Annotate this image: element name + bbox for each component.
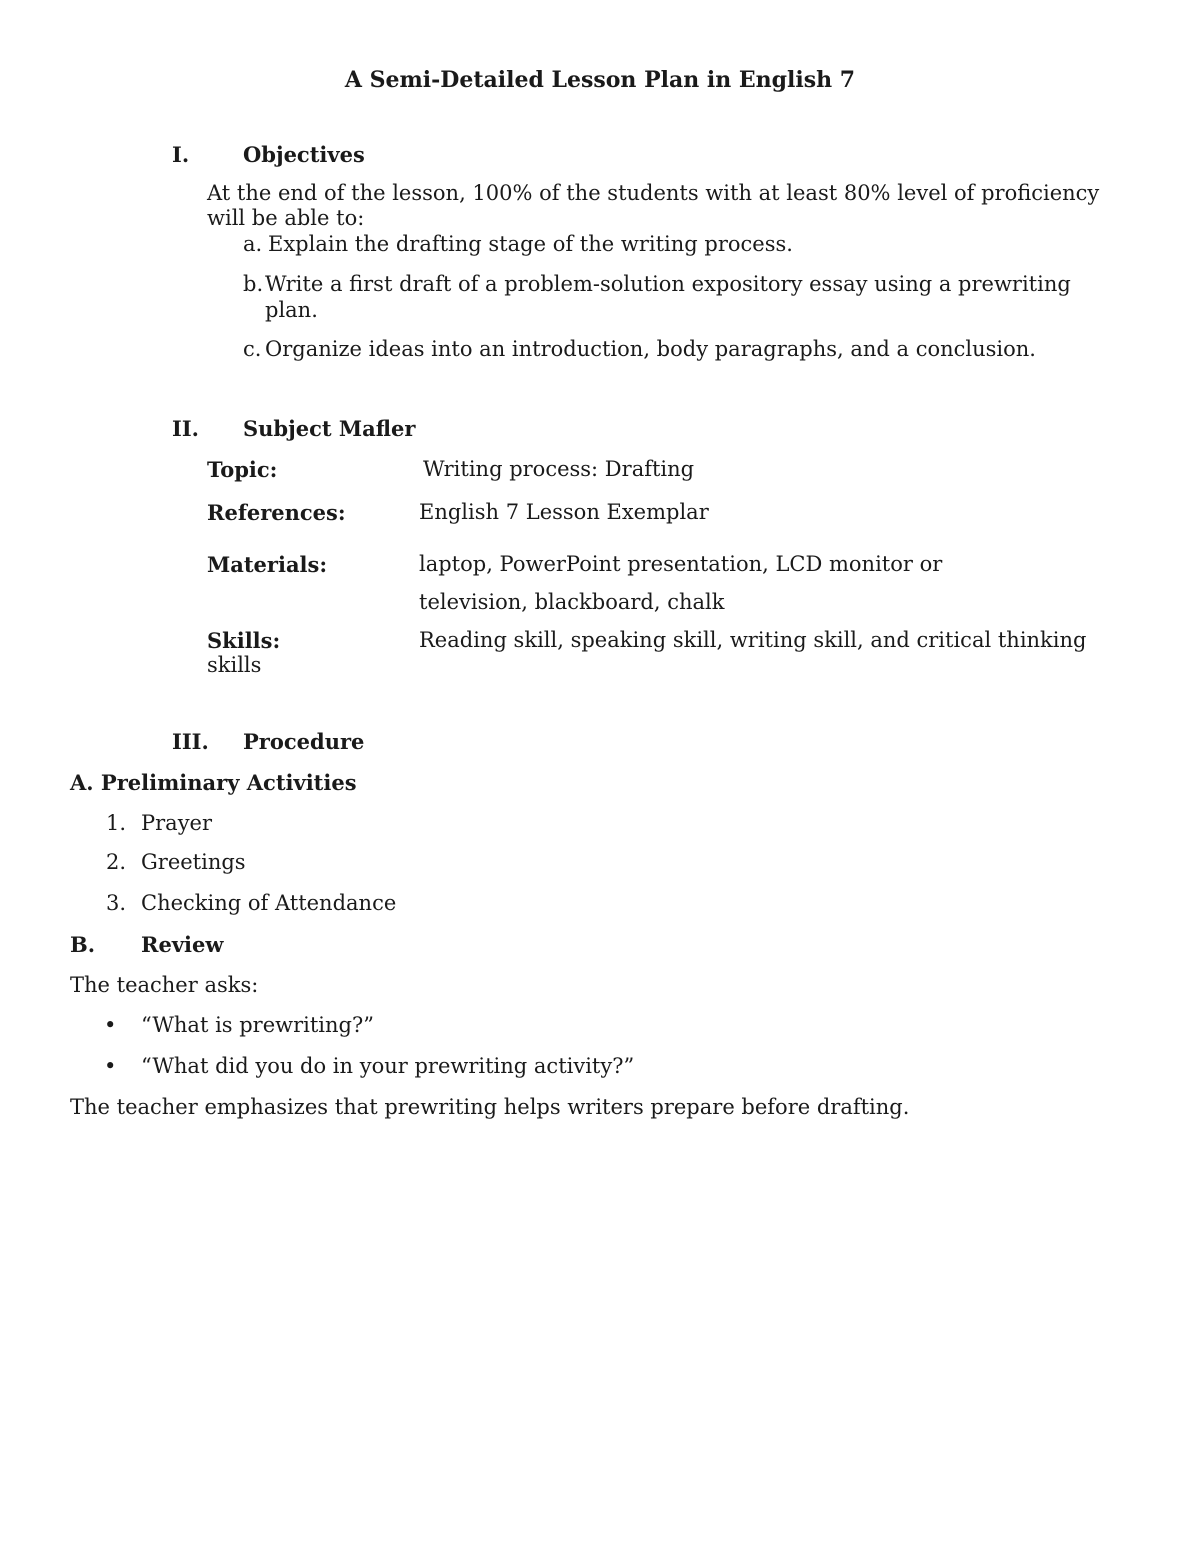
- skills-label: Skills:: [207, 628, 281, 653]
- objectives-intro-line1: At the end of the lesson, 100% of the students with at least 80% level of proficiency: [207, 181, 1100, 205]
- objectives-numeral: I.: [172, 142, 190, 167]
- preliminary-item-3-text: Checking of Attendance: [141, 891, 397, 915]
- objective-c-marker: c.: [243, 337, 262, 361]
- preliminary-item-2-text: Greetings: [141, 850, 246, 874]
- references-value: English 7 Lesson Exemplar: [419, 500, 709, 524]
- objective-b-text: Write a first draft of a problem-solution expository essay using a prewriting: [265, 272, 1071, 296]
- preliminary-item-1-number: 1.: [106, 811, 127, 835]
- review-question-1: “What is prewriting?”: [141, 1013, 374, 1037]
- review-question-2: “What did you do in your prewriting activity?”: [141, 1054, 635, 1078]
- subject-matter-numeral: II.: [172, 416, 199, 441]
- topic-label: Topic:: [207, 457, 278, 482]
- materials-label: Materials:: [207, 552, 328, 577]
- skills-line2: skills: [207, 653, 262, 677]
- objective-b-continued: plan.: [265, 298, 318, 322]
- objective-b-marker: b.: [243, 272, 264, 296]
- preliminary-item-1-text: Prayer: [141, 811, 213, 835]
- review-letter: B.: [70, 932, 96, 957]
- materials-line1: laptop, PowerPoint presentation, LCD monitor or: [419, 552, 943, 576]
- preliminary-activities-heading: A. Preliminary Activities: [70, 770, 357, 795]
- procedure-heading: Procedure: [243, 729, 365, 754]
- review-heading: Review: [141, 932, 224, 957]
- objectives-heading: Objectives: [243, 142, 365, 167]
- objective-c-text: Organize ideas into an introduction, body paragraphs, and a conclusion.: [265, 337, 1036, 361]
- review-lead: The teacher asks:: [70, 973, 259, 997]
- subject-matter-heading: Subject Mafler: [243, 416, 416, 441]
- skills-line1: Reading skill, speaking skill, writing skill, and critical thinking: [419, 628, 1087, 652]
- materials-line2: television, blackboard, chalk: [419, 590, 725, 614]
- procedure-numeral: III.: [172, 729, 209, 754]
- preliminary-item-2-number: 2.: [106, 850, 127, 874]
- review-bullet-2: •: [104, 1054, 117, 1078]
- objective-a-marker: a.: [243, 232, 263, 256]
- topic-value: Writing process: Drafting: [423, 457, 695, 481]
- objective-a-text: Explain the drafting stage of the writing process.: [268, 232, 793, 256]
- references-label: References:: [207, 500, 346, 525]
- objectives-intro-line2: will be able to:: [207, 206, 365, 230]
- review-bullet-1: •: [104, 1013, 117, 1037]
- preliminary-item-3-number: 3.: [106, 891, 127, 915]
- page-title: A Semi-Detailed Lesson Plan in English 7: [344, 67, 856, 93]
- review-closing: The teacher emphasizes that prewriting helps writers prepare before drafting.: [70, 1095, 910, 1119]
